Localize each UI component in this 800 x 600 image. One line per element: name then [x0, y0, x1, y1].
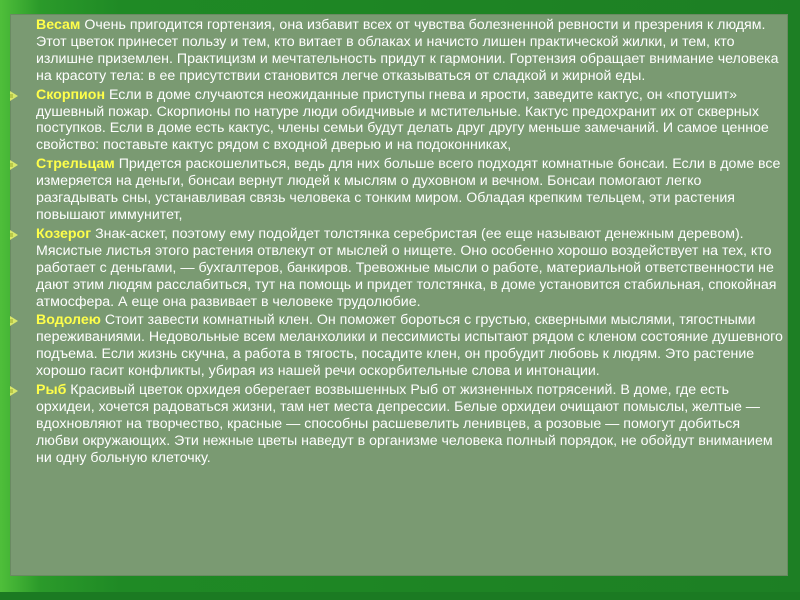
paragraph-text: Если в доме случаются неожиданные приступы гнева и ярости, заведите кактус, он «потушит» душевный пожар. Скорпионы по натуре люди обидчивые и мстительные. Кактус предохранит их от скверных поступков. Если в доме есть кактус, члены семьи будут делать друг другу меньше замечаний. И самое ценное свойство: поставьте кактус рядом с входной дверью и на подоконниках,: [36, 86, 769, 154]
slide-bottom-band: [0, 592, 800, 600]
paragraph-sagittarius: [24, 156, 786, 224]
paragraph-text: Придется раскошелиться, ведь для них больше всего подходят комнатные бонсаи. Если в доме все измеряется на деньги, бонсаи вернут людей к мыслям о духовном и вечном. Бонсаи помогают легко разгадывать сны, устанавливая связь человека с тонким миром. Обладая крепким тельцем, эти растения повышают иммунитет,: [36, 156, 781, 223]
paragraph-scorpio: [24, 87, 786, 155]
bullet-arrow-icon: [10, 160, 18, 170]
paragraph-text: Очень пригодится гортензия, она избавит всех от чувства болезненной ревности и презрения к людям. Этот цветок принесет пользу и тем, кто витает в облаках и начисто лишен практической жилки, и тем, кто излишне приземлен. Практицизм и мечтательность придут к гармонии. Гортензия обращает внимание человека на красоту тела: в ее присутствии становится легче отказываться от сладкой и жирной еды.: [36, 17, 779, 84]
paragraph-pisces: [24, 382, 786, 467]
paragraph-text: Красивый цветок орхидея оберегает возвышенных Рыб от жизненных потрясений. В доме, где есть орхидеи, хочется радоваться жизни, там нет места депрессии. Белые орхидеи очищают помыслы, желтые — вдохновляют на творчество, красные — способны расшевелить ленивцев, а розовые — помогут добиться любви окружающих. Эти нежные цветы наведут в организме человека полный порядок, не обойдут вниманием ни одну больную клеточку.: [36, 382, 773, 466]
sign-name: Стрельцам: [36, 156, 115, 173]
paragraph-text: Стоит завести комнатный клен. Он поможет бороться с грустью, скверными мыслями, тягостными переживаниями. Недовольные всем меланхолики и пессимисты испытают рядом с кленом состояние душевного подъема. Если жизнь скучна, а работа в тягость, посадите клен, он пробудит любовь к людям. Это растение хорошо гасит конфликты, убирая из нашей речи оскорбительные слова и интонации.: [36, 312, 783, 380]
sign-name: Скорпион: [36, 86, 106, 103]
bullet-arrow-icon: [10, 230, 18, 240]
paragraph-aquarius: [24, 312, 786, 380]
sign-name: Рыб: [36, 382, 67, 399]
paragraph-libra: [24, 17, 786, 85]
bullet-arrow-icon: [10, 386, 18, 396]
sign-name: Водолею: [36, 312, 101, 329]
bullet-arrow-icon: [10, 91, 18, 101]
sign-name: Козерог: [36, 225, 92, 242]
slide-content: [24, 17, 786, 469]
paragraph-text: Знак-аскет, поэтому ему подойдет толстянка серебристая (ее еще называют денежным деревом). Мясистые листья этого растения отвлекут от мыслей о нищете. Оно особенно хорошо воздействует на тех, кто работает с деньгами, — бухгалтеров, банкиров. Тревожные мысли о работе, материальной ответственности не дают этим людям расслабиться, тут на помощь и придет толстянка, в доме установится стабильная, спокойная атмосфера. А еще она развивает в человеке трудолюбие.: [36, 225, 777, 310]
bullet-arrow-icon: [10, 316, 18, 326]
sign-name: Весам: [36, 17, 81, 33]
paragraph-capricorn: [24, 226, 786, 311]
